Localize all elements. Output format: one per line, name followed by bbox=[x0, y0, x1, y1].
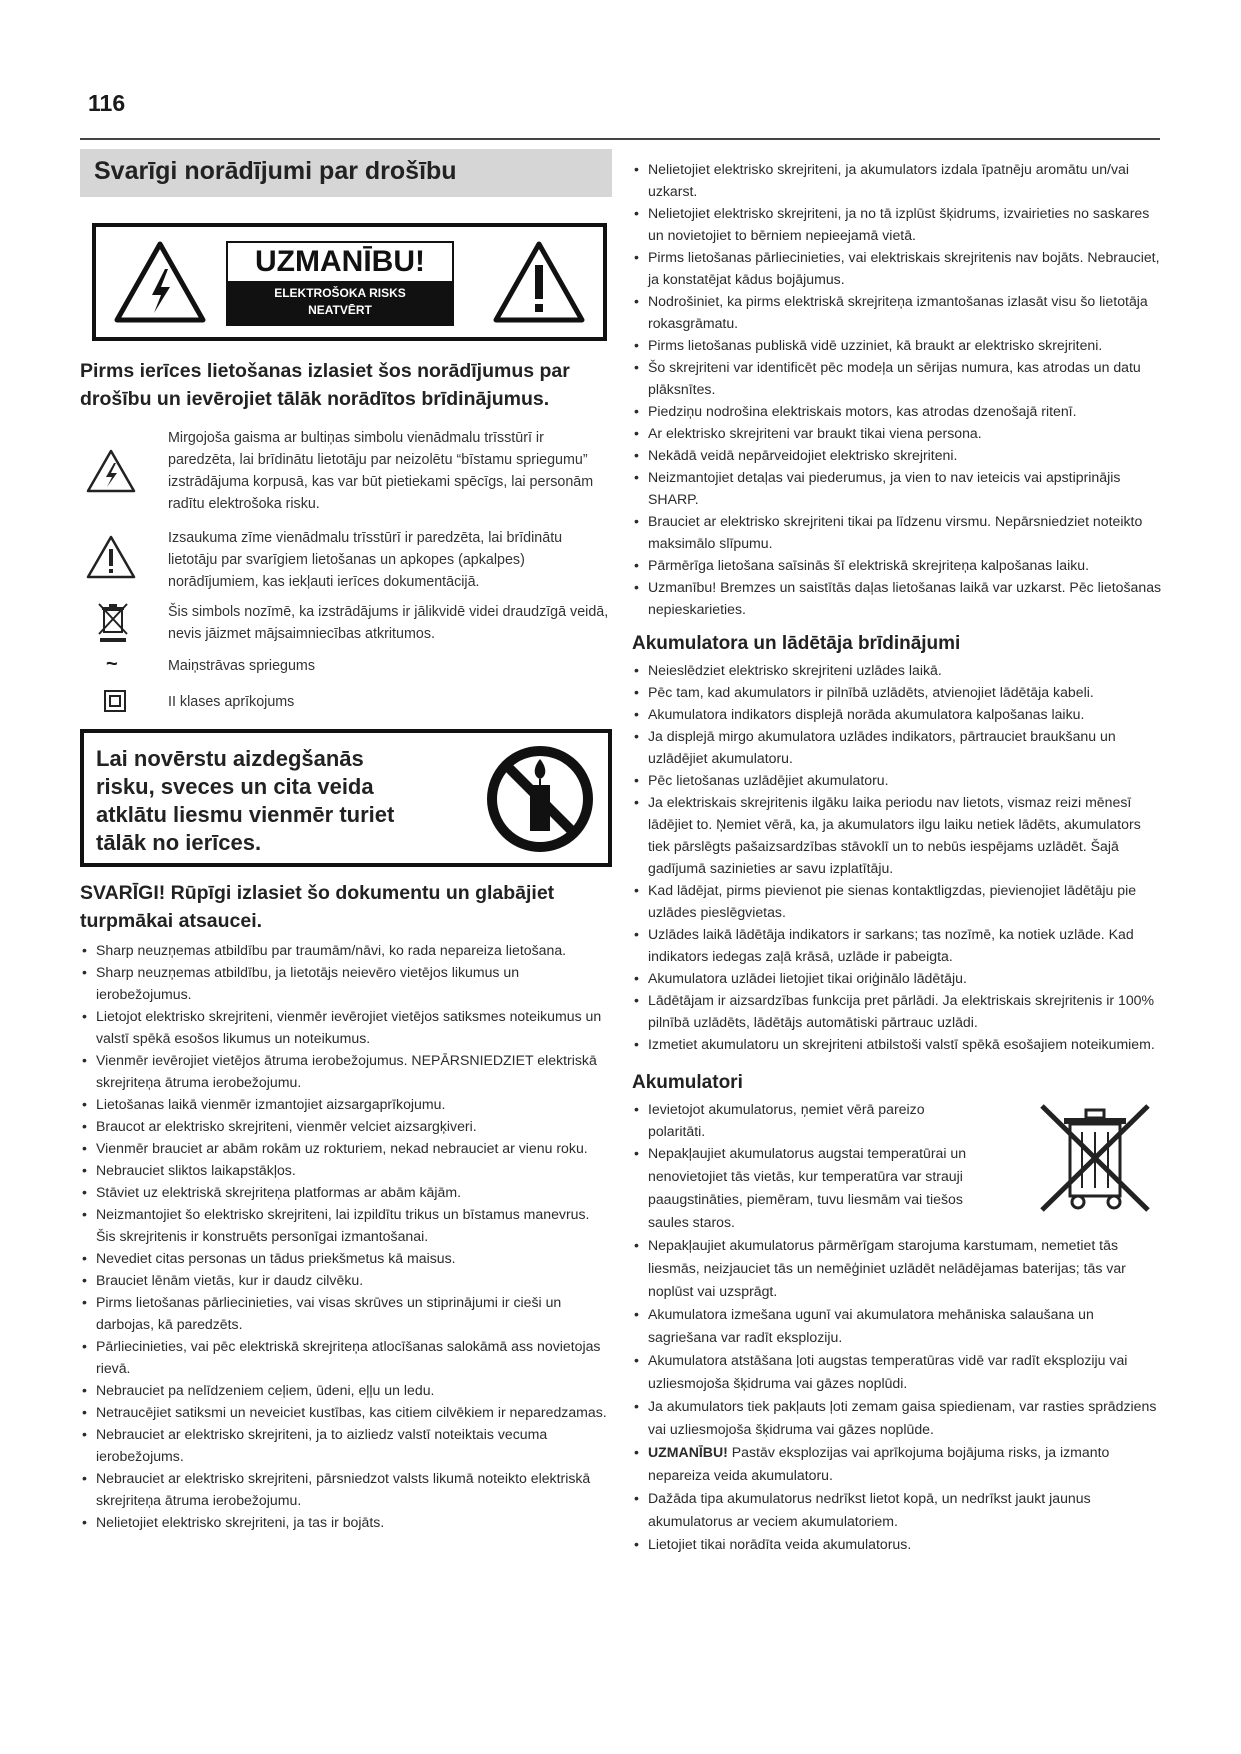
symbol-text: Šis simbols nozīmē, ka izstrādājums ir jālikvidē videi draudzīgā veidā, nevis jāizmet mājsaimniecības atkritumos. bbox=[168, 604, 609, 642]
list-item: • Pirms lietošanas publiskā vidē uzziniet, kā braukt ar elektrisko skrejriteni. bbox=[632, 334, 1162, 356]
class-ii-icon bbox=[104, 690, 126, 712]
list-item: • Nodrošiniet, ka pirms elektriskā skrejriteņa izmantošanas izlasāt visu šo lietotāja rokasgrāmatu. bbox=[632, 290, 1162, 334]
list-item: • Stāviet uz elektriskā skrejriteņa platformas ar abām kājām. bbox=[80, 1181, 612, 1203]
crossed-bin-icon bbox=[96, 601, 130, 643]
list-item: • Uzlādes laikā lādētāja indikators ir sarkans; tas nozīmē, ka notiek uzlāde. Kad indikators iedegas zaļā krāsā, uzlāde ir pabeigta. bbox=[632, 923, 1162, 967]
list-item: • Šo skrejriteni var identificēt pēc modeļa un sērijas numura, kas atrodas un datu plāksnītes. bbox=[632, 356, 1162, 400]
batteries-list bbox=[632, 1098, 1162, 1556]
lightning-triangle-icon bbox=[86, 449, 136, 493]
battery-charger-heading: Akumulatora un lādētāja brīdinājumi bbox=[632, 633, 961, 654]
list-item: • Nekādā veidā nepārveidojiet elektrisko skrejriteni. bbox=[632, 444, 1162, 466]
list-item: • Ja elektriskais skrejritenis ilgāku laika periodu nav lietots, vismaz reizi mēnesī lādējiet to. Ņemiet vērā, ka, ja akumulators ilgu laiku netiek lādēts, akumulators tiek pārslēgts pašaizsardzības stāvoklī un to nebūs iespējams uzlādēt. Šajā gadījumā sazinieties ar savu izplatītāju. bbox=[632, 791, 1162, 879]
list-item: • Pirms lietošanas pārliecinieties, vai elektriskais skrejritenis nav bojāts. Nebrauciet, ja konstatējat kādus bojājumus. bbox=[632, 246, 1162, 290]
caution-label bbox=[226, 241, 454, 326]
list-item: • Piedziņu nodrošina elektriskais motors, kas atrodas dzenošajā ritenī. bbox=[632, 400, 1162, 422]
list-item: • Ja akumulators tiek pakļauts ļoti zemam gaisa spiedienam, var rasties sprādziens vai uzliesmojoša šķidruma vai gāzes noplūde. bbox=[632, 1395, 1162, 1441]
right-column bbox=[632, 158, 1162, 1556]
list-item: • Pēc tam, kad akumulators ir pilnībā uzlādēts, atvienojiet lādētāja kabeli. bbox=[632, 681, 1162, 703]
list-item: • Nevediet citas personas un tādus priekšmetus kā maisus. bbox=[80, 1247, 612, 1269]
list-item: • Pēc lietošanas uzlādējiet akumulatoru. bbox=[632, 769, 1162, 791]
list-item: • Lietojiet tikai norādīta veida akumulatorus. bbox=[632, 1533, 1162, 1556]
batteries-heading: Akumulatori bbox=[632, 1072, 743, 1093]
section-title: Svarīgi norādījumi par drošību bbox=[80, 149, 612, 197]
list-item-text: Pastāv eksplozijas vai aprīkojuma bojājuma risks, ja izmanto nepareiza veida akumulatoru. bbox=[648, 1444, 1110, 1483]
list-item: • Vienmēr ievērojiet vietējos ātruma ierobežojumus. NEPĀRSNIEDZIET elektriskā skrejriteņa ātruma ierobežojumu. bbox=[80, 1049, 612, 1093]
list-item: • Sharp neuzņemas atbildību, ja lietotājs neievēro vietējos likumus un ierobežojumus. bbox=[80, 961, 612, 1005]
symbol-text: Maiņstrāvas spriegums bbox=[168, 658, 315, 674]
safety-list bbox=[80, 939, 612, 1533]
list-item: • Nebrauciet pa nelīdzeniem ceļiem, ūdeni, eļļu un ledu. bbox=[80, 1379, 612, 1401]
list-item: • Nebrauciet ar elektrisko skrejriteni, pārsniedzot valsts likumā noteikto elektriskā skrejriteņa ātruma ierobežojumu. bbox=[80, 1467, 612, 1511]
symbol-row bbox=[80, 427, 612, 515]
list-item-text: Nepakļaujiet akumulatorus augstai temperatūrai un nenovietojiet tās vietās, kur temperatūra var strauji paaugstināties, piemēram, tuvu liesmām vai tiešos saules staros. bbox=[648, 1145, 967, 1230]
list-item: • Pārliecinieties, vai pēc elektriskā skrejriteņa atlocīšanas salokāmā ass novietojas rievā. bbox=[80, 1335, 612, 1379]
list-item: • Nelietojiet elektrisko skrejriteni, ja no tā izplūst šķidrums, izvairieties no saskares un novietojiet to bērniem nepieejamā vietā. bbox=[632, 202, 1162, 246]
no-open-flame-icon bbox=[484, 743, 596, 855]
symbol-text: II klases aprīkojums bbox=[168, 694, 295, 710]
symbol-text: Izsaukuma zīme vienādmalu trīsstūrī ir paredzēta, lai brīdinātu lietotāju par svarīgiem lietošanas un apkopes (apkalpes) norādījumiem, kas iekļauti ierīces dokumentācijā. bbox=[168, 530, 563, 590]
list-item: • Lietošanas laikā vienmēr izmantojiet aizsargaprīkojumu. bbox=[80, 1093, 612, 1115]
list-item: • Nebrauciet sliktos laikapstākļos. bbox=[80, 1159, 612, 1181]
list-item: • Pārmērīga lietošana saīsinās šī elektriskā skrejriteņa kalpošanas laiku. bbox=[632, 554, 1162, 576]
list-item bbox=[632, 1441, 1162, 1487]
list-item: • Netraucējiet satiksmi un neveiciet kustības, kas citiem cilvēkiem ir neparedzamas. bbox=[80, 1401, 612, 1423]
list-item: • Ar elektrisko skrejriteni var braukt tikai viena persona. bbox=[632, 422, 1162, 444]
safety-list-continued bbox=[632, 158, 1162, 620]
symbol-text: Mirgojoša gaisma ar bultiņas simbolu vienādmalu trīsstūrī ir paredzēta, lai brīdinātu lietotāju par neizolētu “bīstamu spriegumu” izstrādājuma korpusā, kas var būt pietiekami spēcīgs, lai personām radītu elektrošoka risku. bbox=[168, 430, 594, 512]
list-item: • Akumulatora izmešana ugunī vai akumulatora mehāniska salaušana un sagriešana var radīt eksploziju. bbox=[632, 1303, 1162, 1349]
caution-subtitle bbox=[228, 281, 452, 324]
fire-warning-text: Lai novērstu aizdegšanās risku, sveces un cita veida atklātu liesmu vienmēr turiet tālāk no ierīces. bbox=[96, 746, 395, 855]
list-item: • Nepakļaujiet akumulatorus pārmērīgam starojuma karstumam, nemetiet tās liesmās, neizjauciet tās un nemēģiniet uzlādēt nelādējamas baterijas; tās var noplūst vai uzsprāgt. bbox=[632, 1234, 1162, 1303]
list-item: • Pirms lietošanas pārliecinieties, vai visas skrūves un stiprinājumi ir cieši un darbojas, kā paredzēts. bbox=[80, 1291, 612, 1335]
list-item: • Brauciet ar elektrisko skrejriteni tikai pa līdzenu virsmu. Nepārsniedziet noteikto maksimālo slīpumu. bbox=[632, 510, 1162, 554]
list-item: • Brauciet lēnām vietās, kur ir daudz cilvēku. bbox=[80, 1269, 612, 1291]
page-number: 116 bbox=[88, 90, 126, 116]
list-item: • Akumulatora uzlādei lietojiet tikai oriģinālo lādētāju. bbox=[632, 967, 1162, 989]
list-item: • Akumulatora indikators displejā norāda akumulatora kalpošanas laiku. bbox=[632, 703, 1162, 725]
list-item: • Kad lādējat, pirms pievienot pie sienas kontaktligzdas, pievienojiet lādētāju pie uzlādes pieslēgvietas. bbox=[632, 879, 1162, 923]
list-item: • Nebrauciet ar elektrisko skrejriteni, ja to aizliedz valstī noteiktais vecuma ierobežojums. bbox=[80, 1423, 612, 1467]
symbol-row bbox=[80, 601, 612, 645]
top-rule bbox=[80, 138, 1160, 140]
list-item: • Nelietojiet elektrisko skrejriteni, ja tas ir bojāts. bbox=[80, 1511, 612, 1533]
list-item: • Dažāda tipa akumulatorus nedrīkst lietot kopā, un nedrīkst jaukt jaunus akumulatorus ar veciem akumulatoriem. bbox=[632, 1487, 1162, 1533]
left-column bbox=[80, 149, 612, 1533]
warning-strong: UZMANĪBU! bbox=[648, 1444, 728, 1460]
fire-warning-box bbox=[80, 729, 612, 867]
caution-line-1: ELEKTROŠOKA RISKS bbox=[274, 286, 406, 300]
list-item: • Neizmantojiet detaļas vai piederumus, ja vien to nav ieteicis vai apstiprinājis SHARP. bbox=[632, 466, 1162, 510]
list-item: • Sharp neuzņemas atbildību par traumām/nāvi, ko rada nepareiza lietošana. bbox=[80, 939, 612, 961]
caution-banner bbox=[92, 223, 607, 341]
list-item: • Lādētājam ir aizsardzības funkcija pret pārlādi. Ja elektriskais skrejritenis ir 100% pilnībā uzlādēts, lādētājs automātiski pārtrauc uzlādi. bbox=[632, 989, 1162, 1033]
caution-title: UZMANĪBU! bbox=[255, 245, 425, 278]
symbol-row bbox=[80, 691, 612, 713]
list-item: • Uzmanību! Bremzes un saistītās daļas lietošanas laikā var uzkarst. Pēc lietošanas nepieskarieties. bbox=[632, 576, 1162, 620]
list-item bbox=[632, 1142, 1162, 1234]
lightning-triangle-icon bbox=[114, 241, 206, 323]
exclamation-triangle-icon bbox=[493, 241, 585, 323]
exclamation-triangle-icon bbox=[86, 535, 136, 579]
symbol-list bbox=[80, 427, 612, 713]
list-item: • Neieslēdziet elektrisko skrejriteni uzlādes laikā. bbox=[632, 659, 1162, 681]
list-item: • Nelietojiet elektrisko skrejriteni, ja akumulators izdala īpatnēju aromātu un/vai uzkarst. bbox=[632, 158, 1162, 202]
caution-line-2: NEATVĒRT bbox=[308, 303, 372, 317]
important-heading: SVARĪGI! Rūpīgi izlasiet šo dokumentu un glabājiet turpmākai atsaucei. bbox=[80, 882, 555, 932]
list-item: • Akumulatora atstāšana ļoti augstas temperatūras vidē var radīt eksploziju vai uzliesmojoša šķidruma vai gāzes noplūdi. bbox=[632, 1349, 1162, 1395]
intro-heading: Pirms ierīces lietošanas izlasiet šos norādījumus par drošību un ievērojiet tālāk norādītos brīdinājumus. bbox=[80, 360, 570, 410]
list-item: • Ja displejā mirgo akumulatora uzlādes indikators, pārtrauciet braukšanu un uzlādējiet akumulatoru. bbox=[632, 725, 1162, 769]
battery-charger-list bbox=[632, 659, 1162, 1055]
list-item: • Lietojot elektrisko skrejriteni, vienmēr ievērojiet vietējos satiksmes noteikumus un valstī spēkā esošos likumus un noteikumus. bbox=[80, 1005, 612, 1049]
symbol-row bbox=[80, 527, 612, 593]
list-item: • Izmetiet akumulatoru un skrejriteni atbilstoši valstī spēkā esošajiem noteikumiem. bbox=[632, 1033, 1162, 1055]
batteries-block bbox=[632, 1098, 1162, 1556]
list-item: • Vienmēr brauciet ar abām rokām uz rokturiem, nekad nebrauciet ar vienu roku. bbox=[80, 1137, 612, 1159]
list-item: • Ievietojot akumulatorus, ņemiet vērā pareizo polaritāti. bbox=[632, 1098, 1162, 1142]
list-item: • Braucot ar elektrisko skrejriteni, vienmēr velciet aizsargķiveri. bbox=[80, 1115, 612, 1137]
ac-tilde-icon: ~ bbox=[106, 653, 118, 675]
symbol-row bbox=[80, 655, 612, 677]
list-item: • Neizmantojiet šo elektrisko skrejriteni, lai izpildītu trikus un bīstamus manevrus. Šis skrejritenis ir konstruēts personīgai izmantošanai. bbox=[80, 1203, 612, 1247]
